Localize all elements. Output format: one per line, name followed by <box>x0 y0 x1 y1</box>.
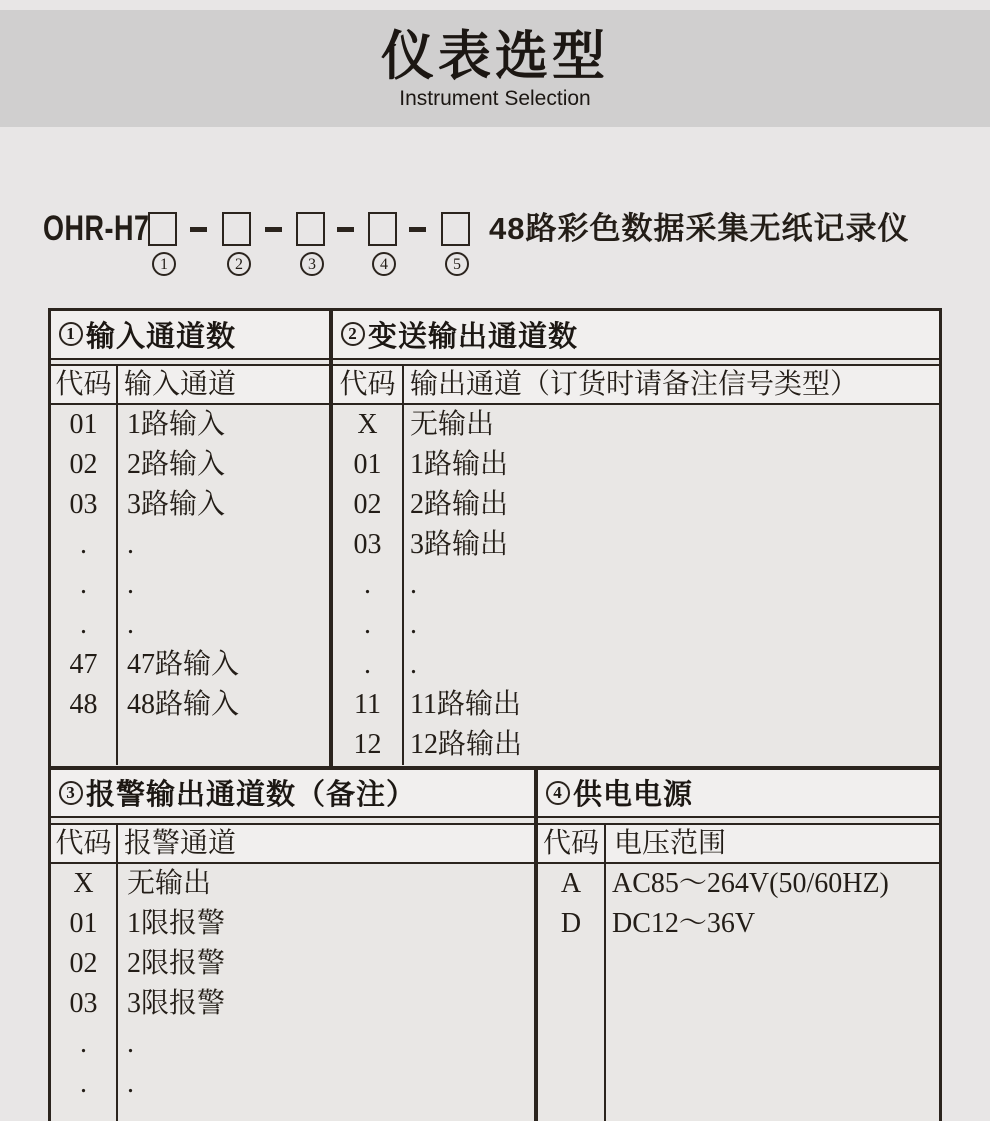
table-row-ellipsis: . . <box>51 1024 534 1064</box>
position-marker-1: 1 <box>152 252 176 276</box>
dash-separator <box>337 227 354 232</box>
table-row: 02 2路输出 <box>333 485 939 525</box>
model-description: 48路彩色数据采集无纸记录仪 <box>489 211 910 246</box>
column-headers <box>538 825 939 864</box>
table-row: 01 1路输出 <box>333 445 939 485</box>
circled-number-icon: 3 <box>59 781 83 805</box>
section-title: 输入通道数 <box>86 320 237 353</box>
section-transmit-output-channels <box>329 311 939 766</box>
model-code-box-3 <box>296 212 325 246</box>
section-header-2 <box>333 311 939 360</box>
col-header-value: 输出通道（订货时请备注信号类型） <box>410 369 859 400</box>
section-power-supply <box>534 770 939 1121</box>
table-row: A AC85～264V(50/60HZ) <box>538 864 939 904</box>
section-title: 报警输出通道数（备注） <box>86 779 417 812</box>
table-row-ellipsis: . . <box>333 565 939 605</box>
table-row: 01 1路输入 <box>51 405 329 445</box>
selection-table <box>48 308 942 1121</box>
column-headers <box>333 366 939 405</box>
col-header-value: 输入通道 <box>124 369 237 400</box>
model-prefix: OHR-H7 <box>43 208 150 248</box>
section-title: 供电电源 <box>573 779 694 812</box>
circled-number-icon: 1 <box>59 322 83 346</box>
table-row-ellipsis: . . <box>51 565 329 605</box>
position-marker-5: 5 <box>445 252 469 276</box>
table-row: 01 1限报警 <box>51 904 534 944</box>
table-row: X 无输出 <box>51 864 534 904</box>
section-header-1 <box>51 311 329 360</box>
table-row: 48 48路输入 <box>51 685 329 725</box>
page-title: 仪表选型 <box>381 27 609 86</box>
table-row-ellipsis: . . <box>333 645 939 685</box>
table-top-half <box>51 311 939 770</box>
section-title: 变送输出通道数 <box>368 320 579 353</box>
table-row: 47 47路输入 <box>51 645 329 685</box>
empty-row <box>51 1104 534 1121</box>
section-rows <box>538 864 939 1121</box>
col-header-code: 代码 <box>51 825 118 862</box>
table-row-ellipsis: . . <box>333 605 939 645</box>
col-header-code: 代码 <box>538 825 606 862</box>
table-row: 03 3路输入 <box>51 485 329 525</box>
column-headers <box>51 825 534 864</box>
table-row-ellipsis: . . <box>51 1064 534 1104</box>
dash-separator <box>190 227 207 232</box>
position-marker-3: 3 <box>300 252 324 276</box>
table-row: 03 3路输出 <box>333 525 939 565</box>
column-headers <box>51 366 329 405</box>
table-row: 12 12路输出 <box>333 725 939 765</box>
table-row: 02 2路输入 <box>51 445 329 485</box>
model-code-box-1 <box>148 212 177 246</box>
table-row: 02 2限报警 <box>51 944 534 984</box>
empty-row <box>51 725 329 765</box>
table-row-ellipsis: . . <box>51 605 329 645</box>
dash-separator <box>265 227 282 232</box>
dash-separator <box>409 227 426 232</box>
table-row-ellipsis: . . <box>51 525 329 565</box>
circled-number-icon: 2 <box>341 322 365 346</box>
table-row: D DC12～36V <box>538 904 939 944</box>
section-rows <box>51 864 534 1121</box>
empty-row <box>538 944 939 1121</box>
col-header-value: 报警通道 <box>124 827 237 859</box>
position-marker-4: 4 <box>372 252 396 276</box>
table-row: 11 11路输出 <box>333 685 939 725</box>
position-marker-2: 2 <box>227 252 251 276</box>
section-alarm-output-channels <box>51 770 534 1121</box>
col-header-value: 电压范围 <box>614 827 727 859</box>
title-banner <box>0 10 990 127</box>
section-rows <box>333 405 939 765</box>
section-header-4 <box>538 770 939 819</box>
table-row: X 无输出 <box>333 405 939 445</box>
model-code-box-2 <box>222 212 251 246</box>
model-code-box-5 <box>441 212 470 246</box>
model-code-box-4 <box>368 212 397 246</box>
col-header-code: 代码 <box>51 366 118 403</box>
page-subtitle: Instrument Selection <box>399 87 591 110</box>
col-header-code: 代码 <box>333 366 404 403</box>
section-rows <box>51 405 329 765</box>
section-input-channels <box>51 311 329 766</box>
circled-number-icon: 4 <box>546 781 570 805</box>
table-bottom-half <box>51 770 939 1121</box>
table-row: 03 3限报警 <box>51 984 534 1024</box>
section-header-3 <box>51 770 534 819</box>
